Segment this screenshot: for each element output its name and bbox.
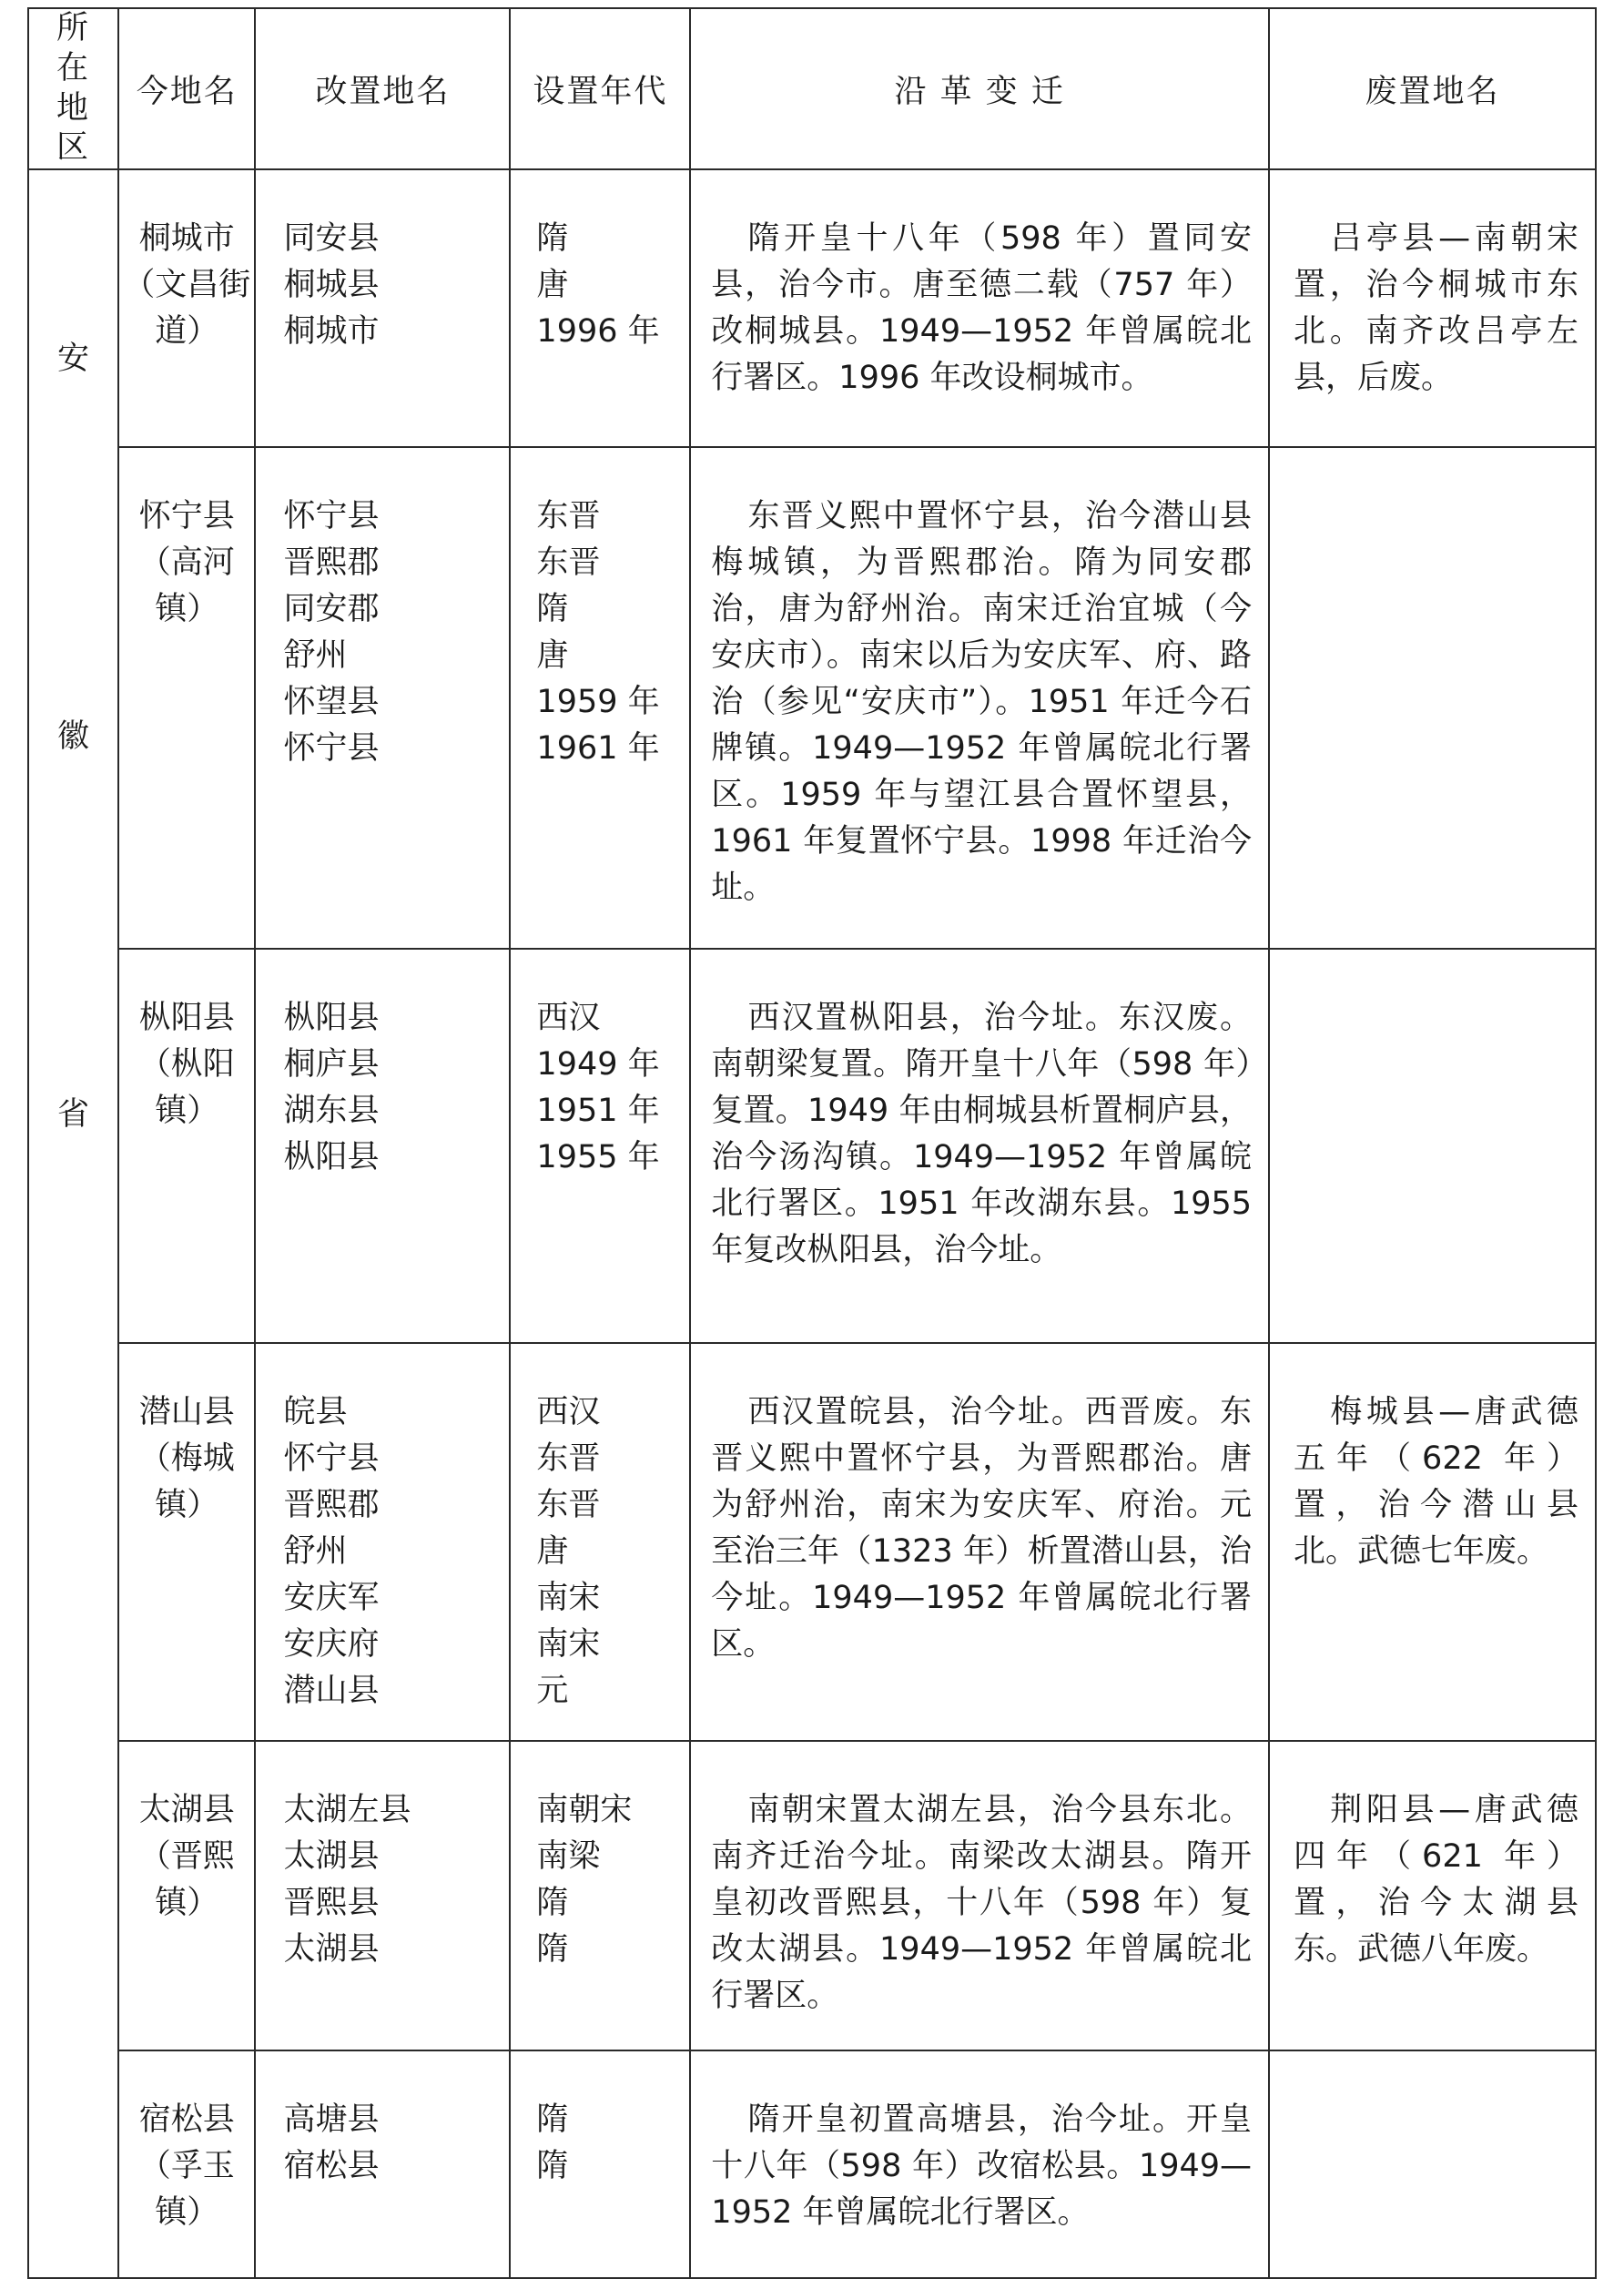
abolished-cell: [1269, 447, 1596, 949]
modern-name-cell: [118, 1343, 256, 1741]
renamed-cell: [255, 169, 510, 447]
modern-name-cell: [118, 447, 256, 949]
era-item: 东晋: [536, 1487, 601, 1523]
renamed-item: 潜山县: [283, 1673, 380, 1709]
history-table: [27, 7, 1597, 2279]
era-item: 唐: [536, 1533, 569, 1570]
renamed-item: 晋熙郡: [283, 544, 380, 581]
era-cell: [510, 1343, 690, 1741]
renamed-item: 桐城县: [283, 267, 380, 303]
abolished-text: [1270, 950, 1595, 995]
table-row: [28, 169, 1596, 447]
modern-name-cell: [118, 1741, 256, 2050]
table-row: [28, 949, 1596, 1343]
modern-name: 桐城市: [138, 220, 235, 257]
renamed-item: 晋熙县: [283, 1885, 380, 1921]
era-cell: [510, 169, 690, 447]
modern-name: 太湖县: [138, 1792, 235, 1828]
era-item: 元: [536, 1673, 569, 1709]
renamed-cell: [255, 1741, 510, 2050]
history-text: 隋开皇初置高塘县，治今址。开皇十八年（598 年）改宿松县。1949—1952 年曾属皖北行署区。: [711, 2101, 1253, 2231]
modern-seat: （梅城镇）: [138, 1440, 235, 1523]
modern-name-cell: [118, 169, 256, 447]
abolished-cell: [1269, 1741, 1596, 2050]
renamed-item: 安庆军: [283, 1580, 380, 1616]
modern-seat: （枞阳镇）: [138, 1046, 235, 1129]
history-text: 隋开皇十八年（598 年）置同安县，治今市。唐至德二载（757 年）改桐城县。1949—1952 年曾属皖北行署区。1996 年改设桐城市。: [711, 220, 1253, 396]
era-item: 隋: [536, 1885, 569, 1921]
header-modern-name: 今地名: [118, 8, 256, 169]
renamed-item: 枞阳县: [283, 1000, 380, 1036]
modern-seat: （晋熙镇）: [138, 1838, 235, 1921]
region-cell: [28, 169, 118, 2278]
table-row: [28, 1343, 1596, 1741]
history-cell: [690, 1741, 1269, 2050]
renamed-item: 太湖县: [283, 1838, 380, 1875]
era-item: 1951 年: [536, 1093, 660, 1129]
abolished-cell: [1269, 2050, 1596, 2278]
history-cell: [690, 2050, 1269, 2278]
history-cell: [690, 169, 1269, 447]
renamed-item: 晋熙郡: [283, 1487, 380, 1523]
header-era: 设置年代: [510, 8, 690, 169]
history-text: 东晋义熙中置怀宁县，治今潜山县梅城镇，为晋熙郡治。隋为同安郡治，唐为舒州治。南宋迁治宜城（今安庆市）。南宋以后为安庆军、府、路治（参见“安庆市”）。1951 年迁今石牌镇。1949—1952 年曾属皖北行署区。1959 年与望江县合置怀望县，1961 年复置怀宁县。1998 年迁治今址。: [711, 498, 1253, 906]
abolished-text: 吕亭县—南朝宋置，治今桐城市东北。南齐改吕亭左县，后废。: [1294, 220, 1578, 396]
region-char: 省: [56, 1096, 89, 1133]
era-item: 南梁: [536, 1838, 601, 1875]
table-row: [28, 1741, 1596, 2050]
renamed-item: 皖县: [283, 1394, 348, 1430]
modern-name: 宿松县: [138, 2101, 235, 2138]
era-item: 东晋: [536, 498, 601, 534]
modern-seat: （高河镇）: [138, 544, 235, 627]
abolished-cell: [1269, 169, 1596, 447]
era-item: 南宋: [536, 1580, 601, 1616]
abolished-text: 荆阳县—唐武德四年（621 年）置，治今太湖县东。武德八年废。: [1294, 1792, 1578, 1968]
renamed-cell: [255, 2050, 510, 2278]
era-item: 东晋: [536, 1440, 601, 1477]
era-item: 唐: [536, 637, 569, 674]
renamed-item: 同安郡: [283, 591, 380, 627]
renamed-item: 太湖县: [283, 1931, 380, 1968]
renamed-item: 舒州: [283, 637, 348, 674]
history-text: 西汉置皖县，治今址。西晋废。东晋义熙中置怀宁县，为晋熙郡治。唐为舒州治，南宋为安庆军、府治。元至治三年（1323 年）析置潜山县，治今址。1949—1952 年曾属皖北行署区。: [711, 1394, 1253, 1663]
header-row: [28, 8, 1596, 169]
renamed-item: 宿松县: [283, 2148, 380, 2184]
era-item: 1996 年: [536, 313, 660, 350]
era-item: 唐: [536, 267, 569, 303]
header-renamed: 改置地名: [255, 8, 510, 169]
modern-name: 怀宁县: [138, 498, 235, 534]
header-history: 沿 革 变 迁: [690, 8, 1269, 169]
era-cell: [510, 447, 690, 949]
era-item: 隋: [536, 2148, 569, 2184]
renamed-item: 同安县: [283, 220, 380, 257]
history-cell: [690, 447, 1269, 949]
abolished-cell: [1269, 949, 1596, 1343]
modern-name: 枞阳县: [138, 1000, 235, 1036]
era-cell: [510, 949, 690, 1343]
era-item: 南宋: [536, 1626, 601, 1663]
era-item: 1949 年: [536, 1046, 660, 1083]
renamed-item: 枞阳县: [283, 1139, 380, 1175]
abolished-cell: [1269, 1343, 1596, 1741]
history-text: 西汉置枞阳县，治今址。东汉废。南朝梁复置。隋开皇十八年（598 年）复置。1949 年由桐城县析置桐庐县，治今汤沟镇。1949—1952 年曾属皖北行署区。1951 年改湖东县。1955 年复改枞阳县，治今址。: [711, 1000, 1253, 1268]
modern-name-cell: [118, 2050, 256, 2278]
renamed-cell: [255, 447, 510, 949]
renamed-item: 高塘县: [283, 2101, 380, 2138]
table-row: [28, 2050, 1596, 2278]
region-char: 徽: [56, 718, 89, 755]
abolished-text: [1270, 448, 1595, 493]
modern-seat: （孚玉镇）: [138, 2148, 235, 2231]
era-item: 东晋: [536, 544, 601, 581]
region-char: 安: [56, 341, 89, 377]
renamed-item: 湖东县: [283, 1093, 380, 1129]
renamed-item: 怀望县: [283, 684, 380, 720]
history-cell: [690, 1343, 1269, 1741]
modern-name-cell: [118, 949, 256, 1343]
history-text: 南朝宋置太湖左县，治今县东北。南齐迁治今址。南梁改太湖县。隋开皇初改晋熙县，十八年（598 年）复改太湖县。1949—1952 年曾属皖北行署区。: [711, 1792, 1253, 2014]
abolished-text: [1270, 2051, 1595, 2097]
era-item: 1955 年: [536, 1139, 660, 1175]
era-item: 隋: [536, 591, 569, 627]
renamed-cell: [255, 1343, 510, 1741]
history-cell: [690, 949, 1269, 1343]
era-item: 西汉: [536, 1000, 601, 1036]
renamed-item: 怀宁县: [283, 498, 380, 534]
renamed-item: 舒州: [283, 1533, 348, 1570]
header-abolished: 废置地名: [1269, 8, 1596, 169]
modern-seat: （文昌街道）: [123, 267, 251, 350]
era-cell: [510, 1741, 690, 2050]
header-region: 所在地区: [28, 8, 118, 169]
era-item: 1959 年: [536, 684, 660, 720]
era-item: 西汉: [536, 1394, 601, 1430]
renamed-item: 桐庐县: [283, 1046, 380, 1083]
renamed-item: 桐城市: [283, 313, 380, 350]
modern-name: 潜山县: [138, 1394, 235, 1430]
era-item: 隋: [536, 220, 569, 257]
renamed-cell: [255, 949, 510, 1343]
era-item: 1961 年: [536, 730, 660, 767]
table-row: [28, 447, 1596, 949]
renamed-item: 太湖左县: [283, 1792, 411, 1828]
abolished-text: 梅城县—唐武德五年（622 年）置，治今潜山县北。武德七年废。: [1294, 1394, 1578, 1570]
renamed-item: 安庆府: [283, 1626, 380, 1663]
era-cell: [510, 2050, 690, 2278]
renamed-item: 怀宁县: [283, 730, 380, 767]
era-item: 隋: [536, 2101, 569, 2138]
renamed-item: 怀宁县: [283, 1440, 380, 1477]
era-item: 隋: [536, 1931, 569, 1968]
era-item: 南朝宋: [536, 1792, 633, 1828]
